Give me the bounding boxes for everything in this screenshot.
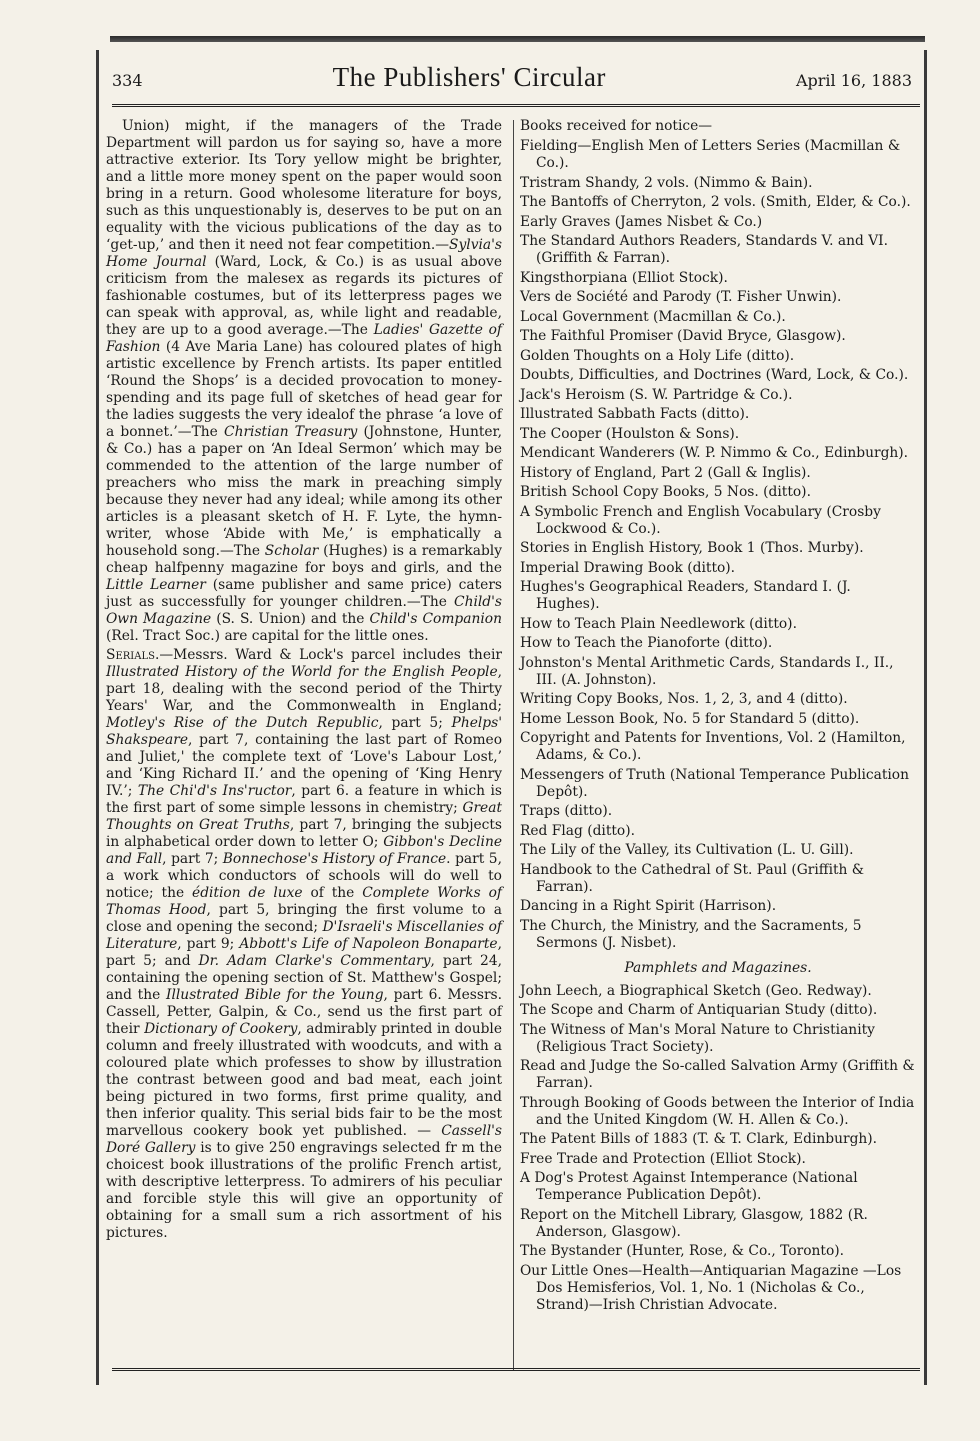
section-label-serials: Serials.: [106, 647, 160, 663]
list-item: Writing Copy Books, Nos. 1, 2, 3, and 4 (ditto).: [520, 691, 848, 707]
title-illustrated-bible: Illustrated Bible for the Young: [166, 987, 384, 1003]
list-item: How to Teach the Pianoforte (ditto).: [520, 635, 773, 651]
title-dore-gallery: Cassell's Doré Gallery: [106, 1123, 502, 1156]
list-item: Early Graves (James Nisbet & Co.): [520, 213, 763, 230]
text-run: , part 5, bringing the first volume to a close and opening the second;: [106, 902, 502, 935]
title-clarkes-commentary: Dr. Adam Clarke's Commentary: [198, 953, 431, 969]
text-run: —Messrs. Ward & Lock's parcel includes their: [159, 647, 502, 663]
text-run: (Johnstone, Hunter, & Co.) has a paper on ‘An Ideal Sermon’ which may be commended to the attention of the large number of preachers who miss the mark in preaching simply because they never had any ideal; while among its other articles is a pleasant sketch of H. F. Lyte, the hymn-writer, whose ‘Abide with Me,’ is emphatically a household song.—The: [106, 424, 503, 559]
text-run: . part 5, a work which conductors of schools will do well to notice; the: [106, 851, 502, 901]
list-item: Jack's Heroism (S. W. Partridge & Co.).: [520, 386, 793, 403]
books-received-heading: Books received for notice—: [520, 118, 713, 134]
title-illustrated-history-world: Illustrated History of the World for the English People: [106, 664, 498, 680]
page-header: [112, 62, 912, 102]
list-item: Home Lesson Book, No. 5 for Standard 5 (ditto).: [520, 710, 860, 727]
list-item: The Cooper (Houlston & Sons).: [520, 425, 740, 442]
text-run: (Rel. Tract Soc.) are capital for the little ones.: [106, 628, 429, 644]
text-run: , part 24, containing the opening section of St. Matthew's Gospel; and the: [106, 953, 502, 1003]
text-run: Union) might, if the managers of the Trade Department will pardon us for saying so, have a more attractive exterior. Its Tory yellow might be brighter, and a little more money spent on the paper would soon bring in a return. Good wholesome literature for boys, such as this unquestionably is, deserves to be put on an equality with the vicious publications of the day as to ‘get-up,’ and then it need not fear competition.—: [106, 118, 502, 253]
title-ladies-gazette: Ladies' Gazette of Fashion: [106, 322, 502, 355]
list-item: Report on the Mitchell Library, Glasgow, 1882 (R. Anderson, Glasgow).: [520, 1206, 868, 1240]
list-item: Through Booking of Goods between the Interior of India and the United Kingdom (W. H. Allen & Co.).: [520, 1094, 915, 1128]
page-number: 334: [112, 71, 143, 90]
list-item: Messengers of Truth (National Temperance Publication Depôt).: [520, 766, 910, 800]
text-run: , part 6. a feature in which is the first part of some simple lessons in chemistry;: [106, 783, 502, 816]
list-item: The Witness of Man's Moral Nature to Christianity (Religious Tract Society).: [520, 1021, 875, 1055]
title-christian-treasury: Christian Treasury: [224, 424, 358, 440]
list-item: Red Flag (ditto).: [520, 822, 635, 839]
title-works-thomas-hood: Complete Works of Thomas Hood: [106, 885, 503, 918]
list-item: Doubts, Difficulties, and Doctrines (Ward, Lock, & Co.).: [520, 367, 909, 383]
list-item: Tristram Shandy, 2 vols. (Nimmo & Bain).: [520, 174, 813, 191]
title-childs-companion: Child's Companion: [369, 611, 502, 627]
title-sylvias-home-journal: Sylvia's Home Journal: [106, 237, 502, 270]
text-run: , part 7, bringing the subjects in alphabetical order down to letter O;: [106, 817, 502, 850]
list-item: The Bystander (Hunter, Rose, & Co., Toronto).: [520, 1243, 845, 1259]
text-run: (Ward, Lock, & Co.) is as usual above criticism from the malesex as regards its pictures of fashionable costumes, but of its letterpress pages we can speak with approval, as, while light and readable, they are up to a good average.—The: [106, 254, 502, 338]
text-run: , part 5;: [378, 715, 452, 731]
list-item: Kingsthorpiana (Elliot Stock).: [520, 269, 728, 286]
left-border: [96, 50, 99, 1385]
pamphlets-heading: Pamphlets and Magazines.: [624, 959, 812, 976]
right-border: [924, 50, 927, 1385]
list-item: Vers de Société and Parody (T. Fisher Unwin).: [520, 289, 842, 305]
top-rule: [110, 36, 925, 42]
list-item: The Scope and Charm of Antiquarian Study (ditto).: [520, 1002, 878, 1018]
list-item: The Lily of the Valley, its Cultivation (L. U. Gill).: [520, 842, 854, 858]
list-item: Mendicant Wanderers (W. P. Nimmo & Co., Edinburgh).: [520, 445, 909, 461]
text-run: , part 5; and: [106, 936, 502, 969]
list-item: The Patent Bills of 1883 (T. & T. Clark, Edinburgh).: [520, 1131, 878, 1147]
list-item: Free Trade and Protection (Elliot Stock).: [520, 1150, 806, 1167]
list-item: Traps (ditto).: [520, 803, 613, 819]
text-run: , part 7, containing the last part of Romeo and Juliet,' the complete text of ‘Love's Labour Lost,’ and ‘King Richard II.’ and the opening of ‘King Henry IV.’;: [106, 732, 502, 799]
text-run: , part 7;: [162, 851, 223, 867]
title-childs-instructor: The Chi'd's Ins'ructor: [137, 783, 292, 799]
left-column: [106, 118, 502, 1242]
text-run: , part 9;: [177, 936, 240, 952]
list-item: Handbook to the Cathedral of St. Paul (Griffith & Farran).: [520, 861, 865, 895]
serials-paragraph: [106, 647, 502, 1242]
list-item: Imperial Drawing Book (ditto).: [520, 559, 736, 576]
column-rule: [513, 120, 514, 1370]
list-item: The Faithful Promiser (David Bryce, Glasgow).: [520, 328, 846, 344]
title-great-thoughts: Great Thoughts on Great Truths: [106, 800, 502, 833]
list-item: British School Copy Books, 5 Nos. (ditto).: [520, 484, 811, 500]
text-run: (S. S. Union) and the: [211, 611, 370, 627]
pamphlets-list: [520, 983, 916, 1314]
text-run: is to give 250 engravings selected fr m the choicest book illustrations of the prolific French artist, with descriptive letterpress. To admirers of his peculiar and forcible style this will give an opportunity of obtaining for a small sum a rich assortment of his pictures.: [106, 1140, 502, 1241]
list-item: Fielding—English Men of Letters Series (Macmillan & Co.).: [520, 138, 901, 171]
title-scholar: Scholar: [264, 543, 319, 559]
text-run: (Hughes) is a remarkably cheap halfpenny magazine for boys and girls, and the: [106, 543, 502, 576]
list-item: Our Little Ones—Health—Antiquarian Magazine —Los Dos Hemisferios, Vol. 1, No. 1 (Nicholas & Co., Strand)—Irish Christian Advocate.: [520, 1262, 902, 1313]
list-item: How to Teach Plain Needlework (ditto).: [520, 615, 797, 632]
text-run: (4 Ave Maria Lane) has coloured plates of high artistic excellence by French artists. Its paper entitled ‘Round the Shops’ is a decided provocation to money-spending and its page full of sketches of head gear for the ladies suggests the very idealof the phrase ‘a love of a bonnet.’—The: [106, 339, 502, 440]
header-rule: [112, 104, 920, 107]
list-item: Golden Thoughts on a Holy Life (ditto).: [520, 347, 795, 364]
list-item: Hughes's Geographical Readers, Standard I. (J. Hughes).: [520, 579, 851, 612]
title-disraeli-miscellanies: D'Israeli's Miscellanies of Literature: [106, 919, 502, 952]
title-abbotts-napoleon: Abbott's Life of Napoleon Bonaparte: [239, 936, 498, 952]
text-run: , part 18, dealing with the second period of the Thirty Years' War, and the Commonwealth in England;: [106, 664, 502, 714]
title-motleys-rise: Motley's Rise of the Dutch Republic: [106, 715, 379, 731]
list-item: Stories in English History, Book 1 (Thos. Murby).: [520, 540, 864, 556]
bottom-rule: [112, 1368, 920, 1371]
list-item: Local Government (Macmillan & Co.).: [520, 308, 786, 325]
phrase-edition-de-luxe: édition de luxe: [192, 885, 303, 901]
issue-date: April 16, 1883: [795, 71, 912, 90]
title-bonnechose-history: Bonnechose's History of France: [222, 851, 447, 867]
review-paragraph: [106, 118, 502, 645]
title-childs-own-magazine: Child's Own Magazine: [106, 594, 502, 627]
list-item: Illustrated Sabbath Facts (ditto).: [520, 406, 750, 422]
list-item: Dancing in a Right Spirit (Harrison).: [520, 898, 777, 914]
list-item: History of England, Part 2 (Gall & Inglis).: [520, 464, 811, 481]
list-item: The Church, the Ministry, and the Sacraments, 5 Sermons (J. Nisbet).: [520, 917, 862, 951]
list-item: Read and Judge the So-called Salvation Army (Griffith & Farran).: [520, 1058, 915, 1091]
list-item: The Standard Authors Readers, Standards V. and VI. (Griffith & Farran).: [520, 233, 888, 266]
text-run: , part 6. Messrs. Cassell, Petter, Galpin, & Co., send us the first part of their: [106, 987, 503, 1037]
title-dictionary-of-cookery: Dictionary of Cookery: [144, 1021, 298, 1037]
text-run: , admirably printed in double column and freely illustrated with woodcuts, and with a coloured plate which professes to show by illustration the contrast between good and bad meat, each joint being pictured in two forms, first prime quality, and then inferior quality. This serial bids fair to be the most marvellous cookery book yet published. —: [106, 1021, 503, 1139]
list-item: A Dog's Protest Against Intemperance (National Temperance Publication Depôt).: [520, 1170, 858, 1203]
title-gibbons-decline: Gibbon's Decline and Fall: [106, 834, 502, 867]
list-item: John Leech, a Biographical Sketch (Geo. Redway).: [520, 982, 872, 999]
list-item: Copyright and Patents for Inventions, Vol. 2 (Hamilton, Adams, & Co.).: [520, 730, 906, 763]
books-received-list: [520, 138, 916, 952]
text-run: (same publisher and same price) caters just as successfully for younger children.—The: [106, 577, 502, 610]
publication-title: The Publishers' Circular: [332, 62, 606, 92]
text-run: of the: [302, 885, 363, 901]
list-item: Johnston's Mental Arithmetic Cards, Standards I., II., III. (A. Johnston).: [520, 654, 894, 688]
list-item: A Symbolic French and English Vocabulary (Crosby Lockwood & Co.).: [520, 503, 881, 537]
title-phelps-shakspeare: Phelps' Shakspeare: [106, 715, 502, 748]
title-little-learner: Little Learner: [106, 577, 206, 593]
right-column: [520, 118, 916, 1316]
list-item: The Bantoffs of Cherryton, 2 vols. (Smith, Elder, & Co.).: [520, 194, 911, 210]
